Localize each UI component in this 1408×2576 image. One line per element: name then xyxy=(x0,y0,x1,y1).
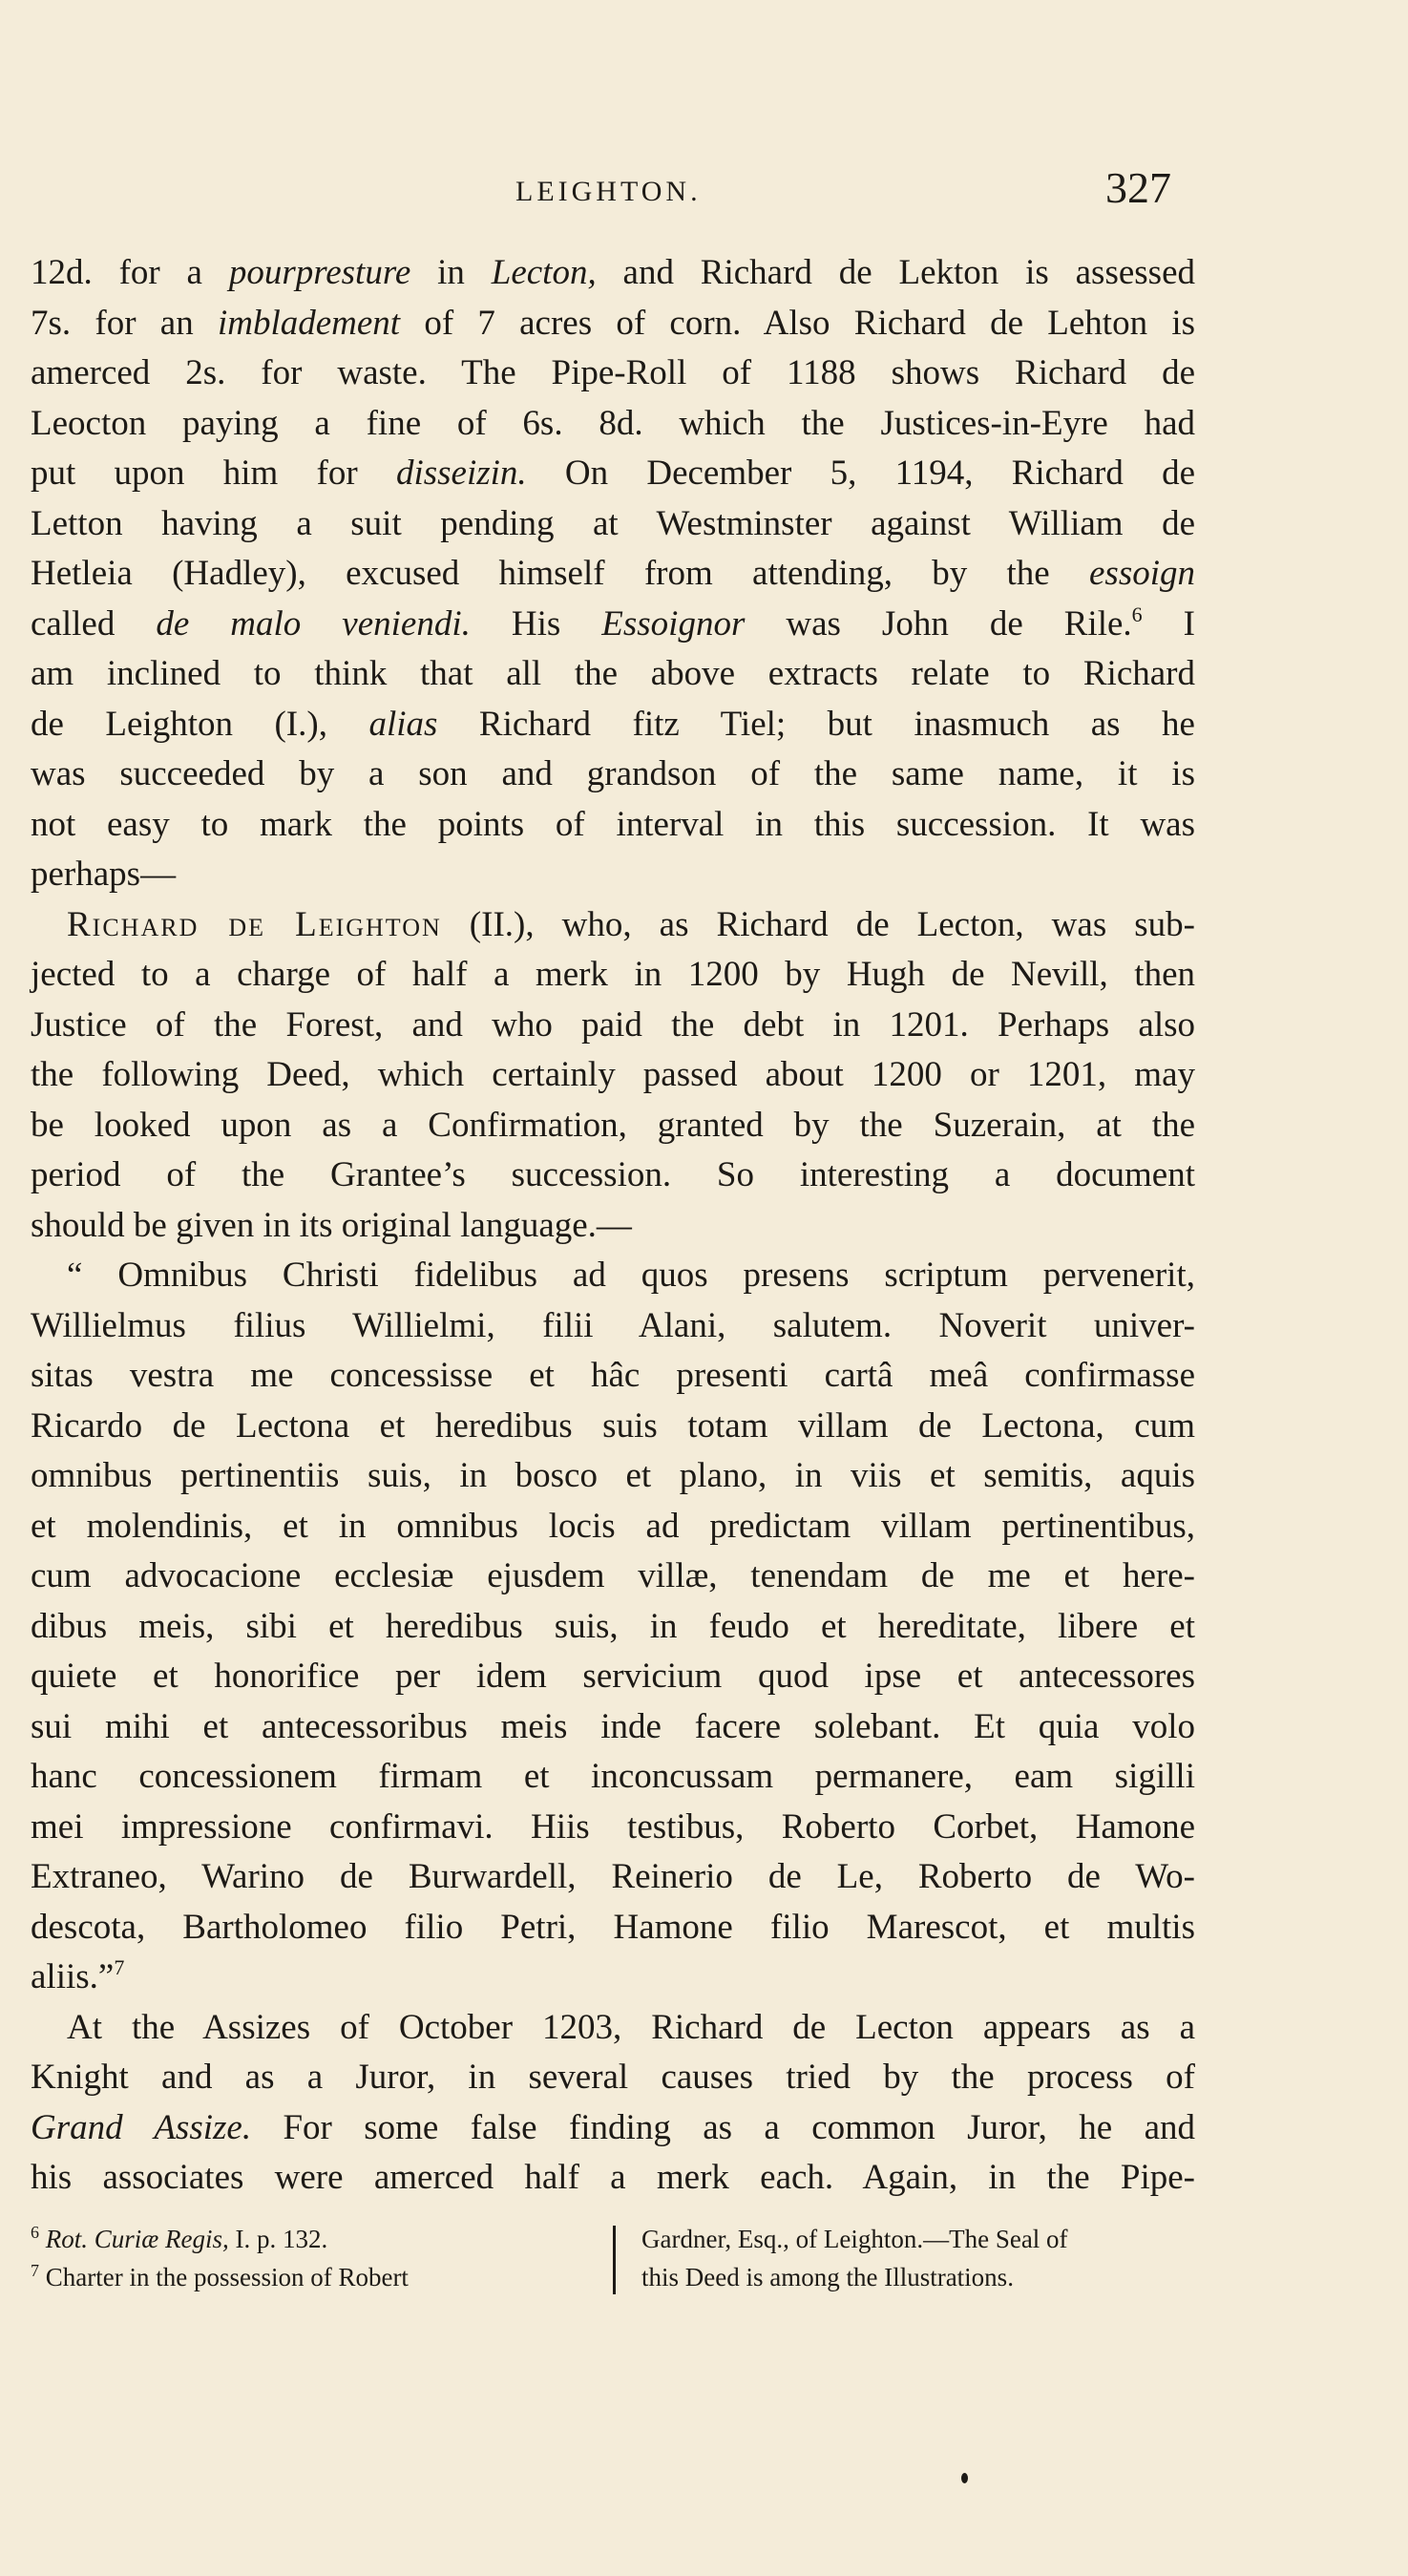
text-line: amerced 2s. for waste. The Pipe-Roll of 1188 shows Richard de xyxy=(31,353,1195,392)
text-line: his associates were amerced half a merk each. Again, in the Pipe- xyxy=(31,2158,1195,2197)
text-line: sui mihi et antecessoribus meis inde facere solebant. Et quia volo xyxy=(31,1706,1195,1746)
text-line: Grand Assize. For some false finding as a common Juror, he and xyxy=(31,2107,1196,2147)
body-text xyxy=(31,248,1195,2204)
person-name: Richard de Leighton xyxy=(67,904,442,944)
footnote-7: $^7$ Charter in the possession of Robert xyxy=(31,2261,409,2291)
text-line: Willielmus filius Willielmi, filii Alani, salutem. Noverit univer- xyxy=(31,1305,1195,1345)
text-line: cum advocacione ecclesiæ ejusdem villæ, tenendam de me et here- xyxy=(31,1556,1195,1595)
running-title: LEIGHTON. xyxy=(515,176,702,207)
text-line: Ricardo de Lectona et heredibus suis totam villam de Lectona, cum xyxy=(31,1405,1195,1446)
footnote-7-continued: this Deed is among the Illustrations. xyxy=(641,2263,1014,2291)
footnote-6: $^6$ Rot. Curiæ Regis, I. p. 132. xyxy=(31,2223,328,2253)
text-line: omnibus pertinentiis suis, in bosco et plano, in viis et semitis, aquis xyxy=(31,1456,1195,1495)
ink-speck xyxy=(961,2473,968,2483)
text-line: am inclined to think that all the above extracts relate to Richard xyxy=(31,654,1195,693)
text-line: mei impressione confirmavi. Hiis testibus, Roberto Corbet, Hamone xyxy=(31,1806,1195,1847)
text-line: be looked upon as a Confirmation, granted by the Suzerain, at the xyxy=(31,1105,1195,1145)
text-line: At the Assizes of October 1203, Richard de Lecton appears as a xyxy=(67,2007,1195,2047)
text-line: aliis.”$^7$ xyxy=(31,1955,125,1996)
text-line: hanc concessionem firmam et inconcussam permanere, eam sigilli xyxy=(31,1757,1195,1796)
footnote-ref: 6 xyxy=(1131,602,1143,626)
running-head xyxy=(0,163,1408,220)
text-line: Leocton paying a fine of 6s. 8d. which the Justices-in-Eyre had xyxy=(31,403,1195,443)
page-number: 327 xyxy=(1105,163,1171,212)
text-line: not easy to mark the points of interval in this succession. It was xyxy=(31,804,1195,844)
footnote-ref: 7 xyxy=(114,1955,125,1979)
text-line: Justice of the Forest, and who paid the debt in 1201. Perhaps also xyxy=(31,1004,1195,1045)
text-line: 12d. for a pourpresture in Lecton, and Richard de Lekton is assessed xyxy=(31,253,1195,292)
text-line: 7s. for an imbladement of 7 acres of corn. Also Richard de Lehton is xyxy=(31,303,1196,343)
footnotes-left-column xyxy=(31,2220,603,2296)
text-line: Letton having a suit pending at Westminster against William de xyxy=(31,503,1195,543)
text-line: dibus meis, sibi et heredibus suis, in feudo et hereditate, libere et xyxy=(31,1606,1195,1646)
text-line: was succeeded by a son and grandson of the same name, it is xyxy=(31,754,1195,793)
text-line: de Leighton (I.), alias Richard fitz Tiel; but inasmuch as he xyxy=(31,704,1195,744)
footnote-7-continued: Gardner, Esq., of Leighton.—The Seal of xyxy=(641,2225,1068,2253)
text-line: Richard de Leighton (II.), who, as Richard de Lecton, was sub- xyxy=(67,904,1195,944)
text-line: perhaps— xyxy=(31,855,177,894)
footnote-divider xyxy=(613,2226,616,2294)
text-line: descota, Bartholomeo filio Petri, Hamone filio Marescot, et multis xyxy=(31,1907,1195,1947)
text-line: jected to a charge of half a merk in 1200 by Hugh de Nevill, then xyxy=(31,955,1195,994)
text-line: et molendinis, et in omnibus locis ad predictam villam pertinentibus, xyxy=(31,1506,1195,1546)
text-line: Extraneo, Warino de Burwardell, Reinerio de Le, Roberto de Wo- xyxy=(31,1857,1195,1896)
footnotes-right-column xyxy=(641,2220,1195,2296)
text-line: Hetleia (Hadley), excused himself from attending, by the essoign xyxy=(31,554,1195,593)
text-line: should be given in its original language.— xyxy=(31,1205,632,1245)
text-line: the following Deed, which certainly passed about 1200 or 1201, may xyxy=(31,1055,1195,1094)
text-line: period of the Grantee’s succession. So interesting a document xyxy=(31,1155,1195,1194)
text-line: “ Omnibus Christi fidelibus ad quos presens scriptum pervenerit, xyxy=(67,1256,1195,1295)
text-line: sitas vestra me concessisse et hâc presenti cartâ meâ confirmasse xyxy=(31,1356,1195,1395)
text-line: quiete et honorifice per idem servicium quod ipse et antecessores xyxy=(31,1657,1195,1696)
text-line: Knight and as a Juror, in several causes tried by the process of xyxy=(31,2058,1195,2097)
text-line: called de malo veniendi. His Essoignor was John de Rile.$^6$ I xyxy=(31,602,1196,644)
text-line: put upon him for disseizin. On December 5, 1194, Richard de xyxy=(31,454,1196,493)
